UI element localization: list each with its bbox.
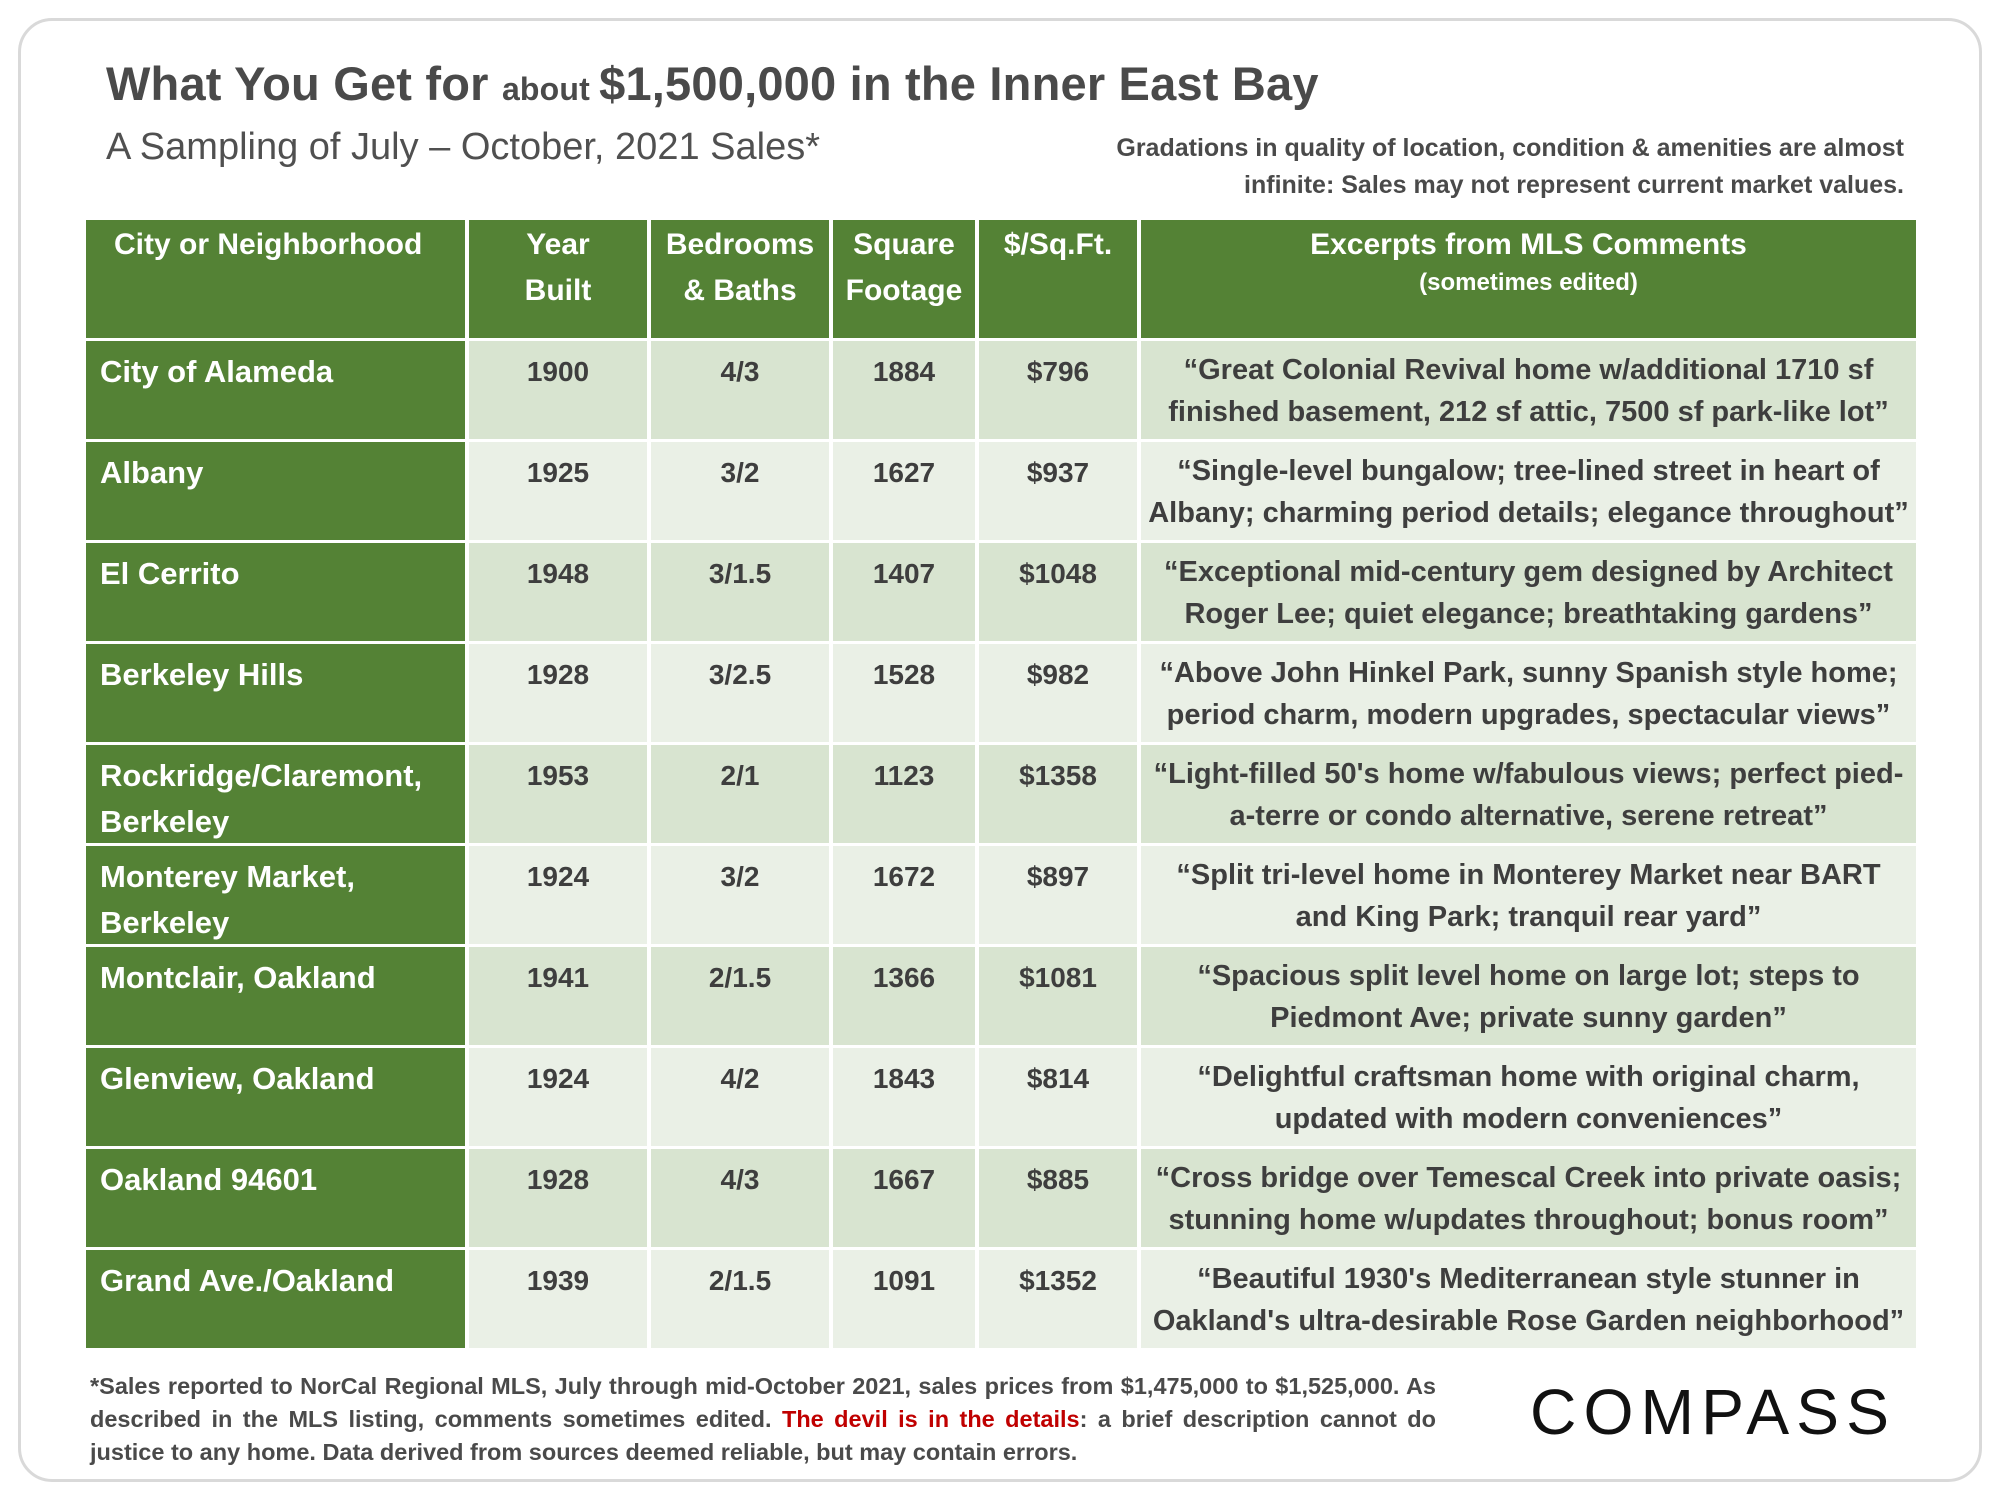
city-cell: Albany <box>86 442 465 540</box>
ppsf-cell: $885 <box>979 1149 1137 1247</box>
city-cell: Berkeley Hills <box>86 644 465 742</box>
col-header-comments: Excerpts from MLS Comments (sometimes edited) <box>1141 220 1916 338</box>
ppsf-cell: $1081 <box>979 947 1137 1045</box>
ppsf-cell: $814 <box>979 1048 1137 1146</box>
ppsf-cell: $796 <box>979 341 1137 439</box>
city-cell: El Cerrito <box>86 543 465 641</box>
sqft-cell: 1123 <box>833 745 975 843</box>
year-cell: 1941 <box>469 947 647 1045</box>
city-cell: Grand Ave./Oakland <box>86 1250 465 1348</box>
city-cell: Monterey Market, Berkeley <box>86 846 465 944</box>
bedbath-cell: 2/1.5 <box>651 1250 829 1348</box>
sqft-cell: 1091 <box>833 1250 975 1348</box>
bedbath-cell: 3/2.5 <box>651 644 829 742</box>
year-cell: 1900 <box>469 341 647 439</box>
bedbath-cell: 2/1 <box>651 745 829 843</box>
comment-cell: “Delightful craftsman home with original charm, updated with modern conveniences” <box>1141 1048 1916 1146</box>
year-cell: 1925 <box>469 442 647 540</box>
sales-table <box>86 220 1908 1345</box>
comment-cell: “Spacious split level home on large lot; steps to Piedmont Ave; private sunny garden” <box>1141 947 1916 1045</box>
ppsf-cell: $982 <box>979 644 1137 742</box>
year-cell: 1924 <box>469 846 647 944</box>
page-title <box>106 56 1319 111</box>
sqft-cell: 1407 <box>833 543 975 641</box>
ppsf-cell: $937 <box>979 442 1137 540</box>
year-cell: 1948 <box>469 543 647 641</box>
title-part1: What You Get for <box>106 57 502 110</box>
year-cell: 1953 <box>469 745 647 843</box>
comment-cell: “Great Colonial Revival home w/additional 1710 sf finished basement, 212 sf attic, 7500 sf park-like lot” <box>1141 341 1916 439</box>
ppsf-cell: $1358 <box>979 745 1137 843</box>
sqft-cell: 1528 <box>833 644 975 742</box>
bedbath-cell: 3/2 <box>651 846 829 944</box>
col-header-bedbath: Bedrooms & Baths <box>651 220 829 338</box>
comment-cell: “Cross bridge over Temescal Creek into private oasis; stunning home w/updates throughout; bonus room” <box>1141 1149 1916 1247</box>
ppsf-cell: $1352 <box>979 1250 1137 1348</box>
title-part2: $1,500,000 in the Inner East Bay <box>599 57 1319 110</box>
compass-logo <box>1528 1376 1898 1446</box>
sqft-cell: 1366 <box>833 947 975 1045</box>
year-cell: 1928 <box>469 1149 647 1247</box>
bedbath-cell: 4/2 <box>651 1048 829 1146</box>
sqft-cell: 1843 <box>833 1048 975 1146</box>
ppsf-cell: $1048 <box>979 543 1137 641</box>
year-cell: 1924 <box>469 1048 647 1146</box>
comment-cell: “Exceptional mid-century gem designed by Architect Roger Lee; quiet elegance; breathtaking gardens” <box>1141 543 1916 641</box>
title-small: about <box>501 71 600 107</box>
col-header-sqft: Square Footage <box>833 220 975 338</box>
sqft-cell: 1667 <box>833 1149 975 1247</box>
city-cell: Glenview, Oakland <box>86 1048 465 1146</box>
city-cell: City of Alameda <box>86 341 465 439</box>
sqft-cell: 1672 <box>833 846 975 944</box>
year-cell: 1928 <box>469 644 647 742</box>
year-cell: 1939 <box>469 1250 647 1348</box>
bedbath-cell: 4/3 <box>651 1149 829 1247</box>
col-header-city: City or Neighborhood <box>86 220 465 338</box>
page-subtitle: A Sampling of July – October, 2021 Sales* <box>106 126 820 168</box>
city-cell: Rockridge/Claremont, Berkeley <box>86 745 465 843</box>
col-header-year: Year Built <box>469 220 647 338</box>
comment-cell: “Above John Hinkel Park, sunny Spanish style home; period charm, modern upgrades, spectacular views” <box>1141 644 1916 742</box>
col-header-ppsf: $/Sq.Ft. <box>979 220 1137 338</box>
bedbath-cell: 3/1.5 <box>651 543 829 641</box>
sqft-cell: 1627 <box>833 442 975 540</box>
comment-cell: “Single-level bungalow; tree-lined street in heart of Albany; charming period details; elegance throughout” <box>1141 442 1916 540</box>
comment-cell: “Light-filled 50's home w/fabulous views; perfect pied-a-terre or condo alternative, serene retreat” <box>1141 745 1916 843</box>
comment-cell: “Beautiful 1930's Mediterranean style stunner in Oakland's ultra-desirable Rose Garden neighborhood” <box>1141 1250 1916 1348</box>
sqft-cell: 1884 <box>833 341 975 439</box>
disclaimer-note: Gradations in quality of location, condition & amenities are almost infinite: Sales may not represent current market values. <box>1116 134 1904 199</box>
bedbath-cell: 2/1.5 <box>651 947 829 1045</box>
bedbath-cell: 3/2 <box>651 442 829 540</box>
ppsf-cell: $897 <box>979 846 1137 944</box>
city-cell: Oakland 94601 <box>86 1149 465 1247</box>
comment-cell: “Split tri-level home in Monterey Market near BART and King Park; tranquil rear yard” <box>1141 846 1916 944</box>
compass-logo-text: COMPASS <box>1530 1376 1896 1446</box>
bedbath-cell: 4/3 <box>651 341 829 439</box>
footnote-highlight: The devil is in the details <box>781 1406 1080 1432</box>
city-cell: Montclair, Oakland <box>86 947 465 1045</box>
footnote: *Sales reported to NorCal Regional MLS, July through mid-October 2021, sales prices from $1,475,000 to $1,525,000. As described in the MLS listing, comments sometimes edited. The devil is in the details: a brief description cannot do justice to any home. Data derived from sources deemed reliable, but may contain errors. <box>90 1373 1437 1465</box>
